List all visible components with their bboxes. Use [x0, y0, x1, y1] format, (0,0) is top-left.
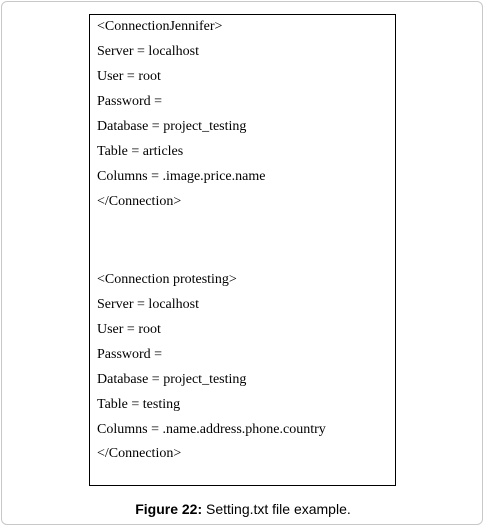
block2-table-line: Table = testing [97, 397, 181, 412]
block1-columns-line: Columns = .image.price.name [97, 169, 266, 184]
block2-user-line: User = root [97, 322, 161, 337]
block2-database-line: Database = project_testing [97, 372, 247, 387]
block1-open-tag: <ConnectionJennifer> [97, 19, 223, 34]
figure-caption-text: Setting.txt file example. [202, 501, 351, 517]
block2-open-tag: <Connection protesting> [97, 272, 237, 287]
block1-close-tag: </Connection> [97, 194, 182, 209]
block2-server-line: Server = localhost [97, 297, 199, 312]
block1-table-line: Table = articles [97, 144, 184, 159]
block1-user-line: User = root [97, 69, 161, 84]
block2-close-tag: </Connection> [97, 446, 182, 461]
figure-caption [0, 501, 486, 517]
figure-caption-label: Figure 22: [135, 501, 203, 517]
block2-password-line: Password = [97, 347, 163, 362]
block2-columns-line: Columns = .name.address.phone.country [97, 422, 326, 437]
block1-database-line: Database = project_testing [97, 119, 247, 134]
block1-password-line: Password = [97, 94, 163, 109]
block1-server-line: Server = localhost [97, 44, 199, 59]
